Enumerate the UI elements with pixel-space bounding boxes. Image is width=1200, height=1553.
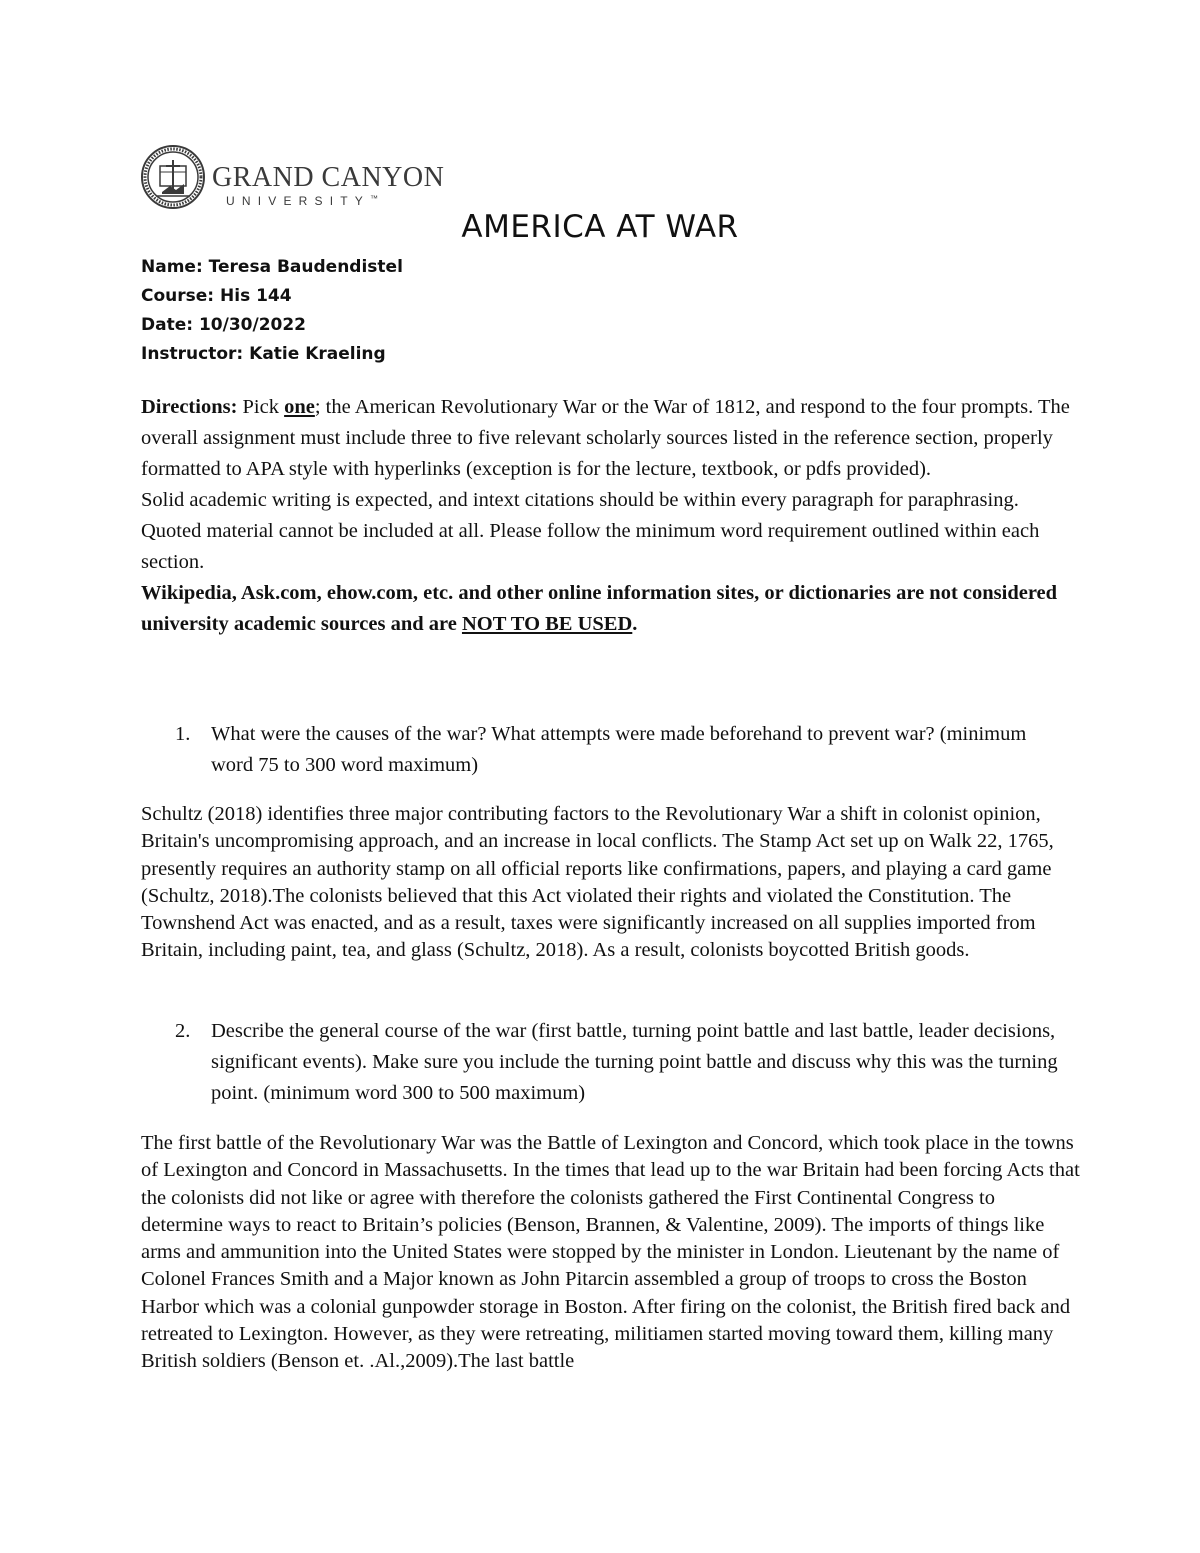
- answer-paragraph: [141, 801, 1081, 965]
- logo-sub-text: UNIVERSITY: [226, 194, 371, 208]
- document-title: AMERICA AT WAR: [461, 209, 739, 245]
- answer-paragraph: [141, 1130, 1081, 1376]
- university-seal-icon: [140, 142, 206, 212]
- directions-one: one: [284, 396, 315, 418]
- prompt-item: [141, 1016, 1071, 1109]
- directions-paragraph-2: Solid academic writing is expected, and intext citations should be within every paragraph for paraphrasing. Quoted material cannot be included at all. Please follow the minimum word requirement outlined within each section.: [141, 489, 1040, 573]
- course-line: [141, 282, 403, 311]
- warning-text: Wikipedia, Ask.com, ehow.com, etc. and other online information sites, or dictionaries are not considered university academic sources and are: [141, 582, 1058, 635]
- prompt-text: What were the causes of the war? What attempts were made beforehand to prevent war? (minimum word 75 to 300 word maximum): [211, 723, 1027, 776]
- prompt-number: 1.: [175, 723, 191, 745]
- name-line: [141, 253, 403, 282]
- name-label: Name:: [141, 257, 203, 277]
- university-logo: [140, 142, 450, 214]
- logo-trademark: ™: [370, 194, 379, 203]
- sources-warning: [141, 578, 1071, 640]
- directions-label: Directions:: [141, 396, 238, 418]
- directions-text-1: Pick: [237, 396, 285, 418]
- course-value: His 144: [220, 286, 292, 306]
- instructor-line: [141, 340, 403, 369]
- course-label: Course:: [141, 286, 215, 306]
- warning-underlined: NOT TO BE USED: [461, 613, 633, 635]
- warning-end: .: [632, 613, 638, 635]
- logo-university-name: GRAND CANYON: [212, 162, 445, 193]
- directions-block: [141, 392, 1071, 640]
- logo-university-subtitle: [226, 194, 378, 208]
- prompt-item: [141, 719, 1071, 781]
- answer-text: Schultz (2018) identifies three major contributing factors to the Revolutionary War a shift in colonist opinion, Britain's uncompromising approach, and an increase in local conflicts. The Stamp Act set up on Walk 22, 1765, presently requires an authority stamp on all official reports like confirmations, papers, and playing a card game (Schultz, 2018).The colonists believed that this Act violated their rights and violated the Constitution. The Townshend Act was enacted, and as a result, taxes were significantly increased on all supplies imported from Britain, including paint, tea, and glass (Schultz, 2018). As a result, colonists boycotted British goods.: [141, 803, 1054, 962]
- date-line: [141, 311, 403, 340]
- directions-text-2: ; the American Revolutionary War or the War of 1812, and respond to the four prompts. The overall assignment must include three to five relevant scholarly sources listed in the reference section, properly formatted to APA style with hyperlinks (exception is for the lecture, textbook, or pdfs provided).: [141, 396, 1070, 480]
- answer-text: The first battle of the Revolutionary War was the Battle of Lexington and Concord, which took place in the towns of Lexington and Concord in Massachusetts. In the times that lead up to the war Britain had been forcing Acts that the colonists did not like or agree with therefore the colonists gathered the First Continental Congress to determine ways to react to Britain’s policies (Benson, Brannen, & Valentine, 2009). The imports of things like arms and ammunition into the United States were stopped by the minister in London. Lieutenant by the name of Colonel Frances Smith and a Major known as John Pitarcin assembled a group of troops to cross the Boston Harbor which was a colonial gunpowder storage in Boston. After firing on the colonist, the British fired back and retreated to Lexington. However, as they were retreating, militiamen started moving toward them, killing many British soldiers (Benson et. .Al.,2009).The last battle: [141, 1132, 1080, 1373]
- name-value: Teresa Baudendistel: [208, 257, 403, 277]
- student-info: [141, 253, 403, 369]
- directions-paragraph: [141, 392, 1071, 485]
- date-value: 10/30/2022: [198, 315, 307, 335]
- prompt-text: Describe the general course of the war (first battle, turning point battle and last battle, leader decisions, significant events). Make sure you include the turning point battle and discuss why this was the turning point. (minimum word 300 to 500 maximum): [211, 1020, 1058, 1104]
- prompt-number: 2.: [175, 1020, 191, 1042]
- instructor-label: Instructor:: [141, 344, 244, 364]
- instructor-value: Katie Kraeling: [249, 344, 386, 364]
- date-label: Date:: [141, 315, 194, 335]
